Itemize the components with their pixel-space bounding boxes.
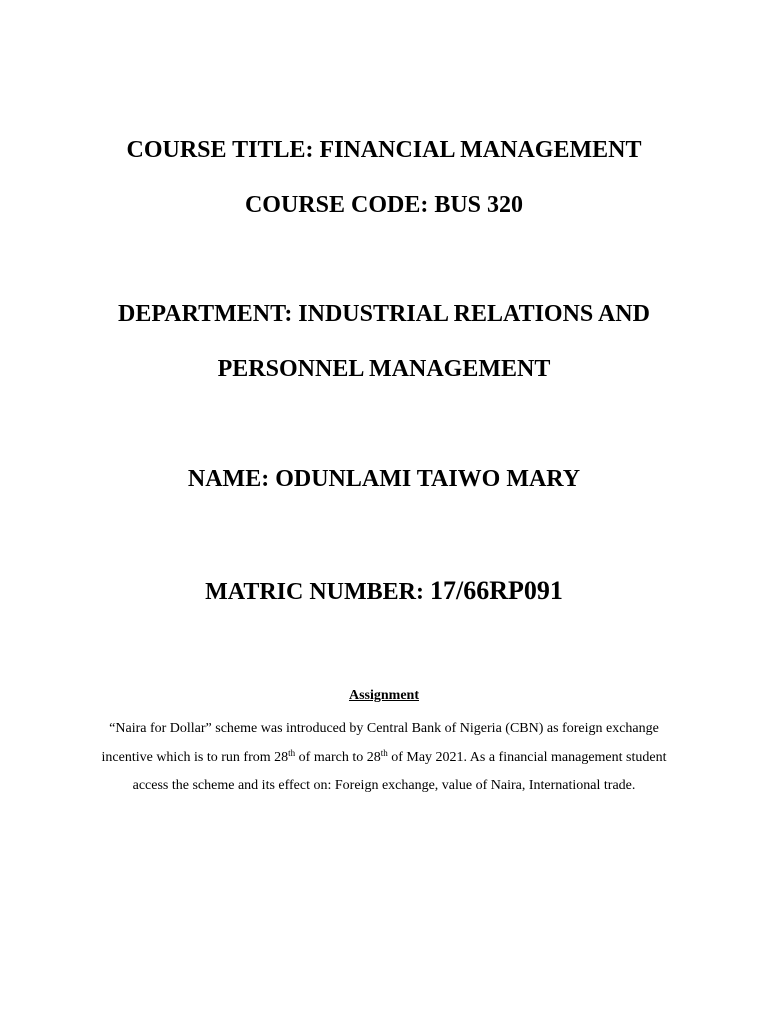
assignment-text-part-2: of march to 28 (295, 749, 381, 765)
course-code: COURSE CODE: BUS 320 (244, 192, 524, 218)
ordinal-suffix-1: th (288, 747, 296, 758)
student-name: NAME: ODUNLAMI TAIWO MARY (187, 466, 581, 492)
ordinal-suffix-2: th (380, 747, 388, 758)
course-title: COURSE TITLE: FINANCIAL MANAGEMENT (126, 137, 642, 163)
department-line-2: PERSONNEL MANAGEMENT (217, 356, 551, 382)
assignment-text (100, 715, 668, 801)
matric-label: MATRIC NUMBER: (205, 579, 430, 605)
matric-value: 17/66RP091 (429, 576, 563, 605)
matric-number (0, 577, 768, 606)
assignment-text-part-3: of May 2021. As a financial management student access the scheme and its effect on: Foreign exchange, value of Naira, International trade. (132, 749, 667, 793)
assignment-text-part-1: “Naira for Dollar” scheme was introduced by Central Bank of Nigeria (CBN) as foreign exchange incentive which is to run from 28 (101, 721, 659, 765)
department-line-1: DEPARTMENT: INDUSTRIAL RELATIONS AND (118, 301, 650, 327)
assignment-title: Assignment (348, 688, 419, 703)
